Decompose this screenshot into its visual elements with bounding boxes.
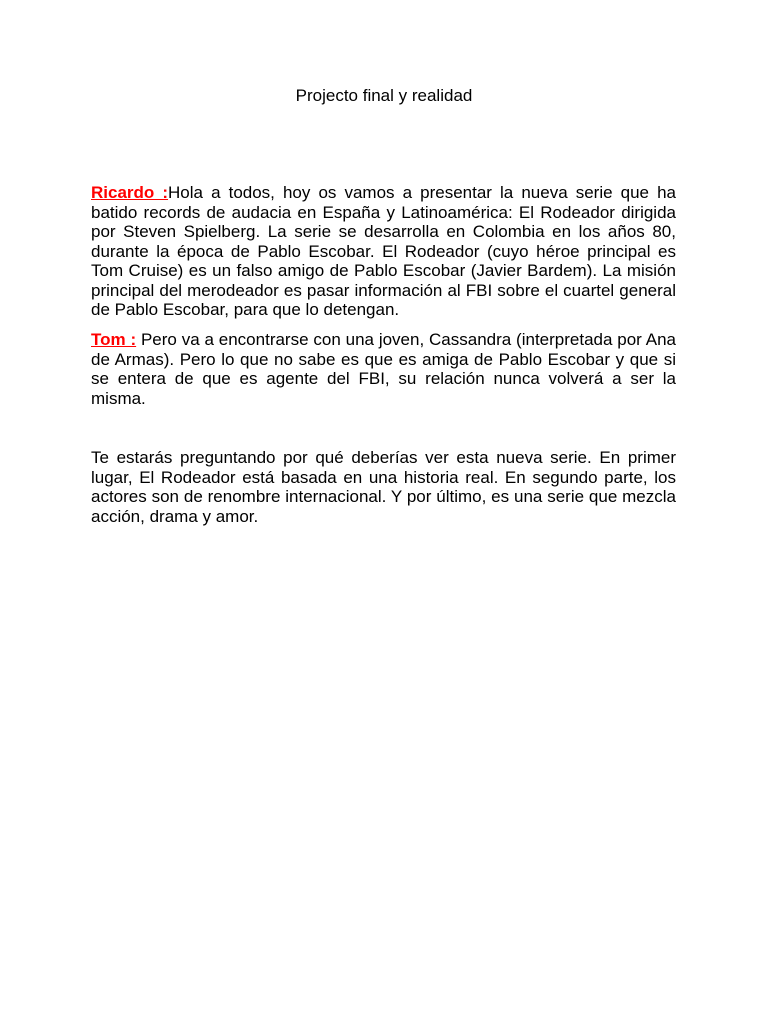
speaker-label-ricardo: Ricardo : [91, 183, 169, 202]
paragraph-text: Te estarás preguntando por qué deberías ver esta nueva serie. En primer lugar, El Rodeador está basada en una historia real. En segundo parte, los actores son de renombre internacional. Y por último, es una serie que mezcla acción, drama y amor. [91, 448, 676, 526]
paragraph-conclusion [91, 448, 676, 526]
page-title: Projecto final y realidad [295, 86, 473, 105]
speaker-label-tom: Tom : [91, 330, 137, 349]
paragraph-text: Hola a todos, hoy os vamos a presentar la nueva serie que ha batido records de audacia en España y Latinoamérica: El Rodeador dirigida por Steven Spielberg. La serie se desarrolla en Colombia en los años 80, durante la época de Pablo Escobar. El Rodeador (cuyo héroe principal es Tom Cruise) es un falso amigo de Pablo Escobar (Javier Bardem). La misión principal del merodeador es pasar información al FBI sobre el cuartel general de Pablo Escobar, para que lo detengan. [91, 183, 676, 319]
paragraph-ricardo [91, 183, 676, 320]
paragraph-tom [91, 330, 676, 408]
paragraph-text: Pero va a encontrarse con una joven, Cassandra (interpretada por Ana de Armas). Pero lo que no sabe es que es amiga de Pablo Escobar y que si se entera de que es agente del FBI, su relación nunca volverá a ser la misma. [91, 330, 676, 408]
